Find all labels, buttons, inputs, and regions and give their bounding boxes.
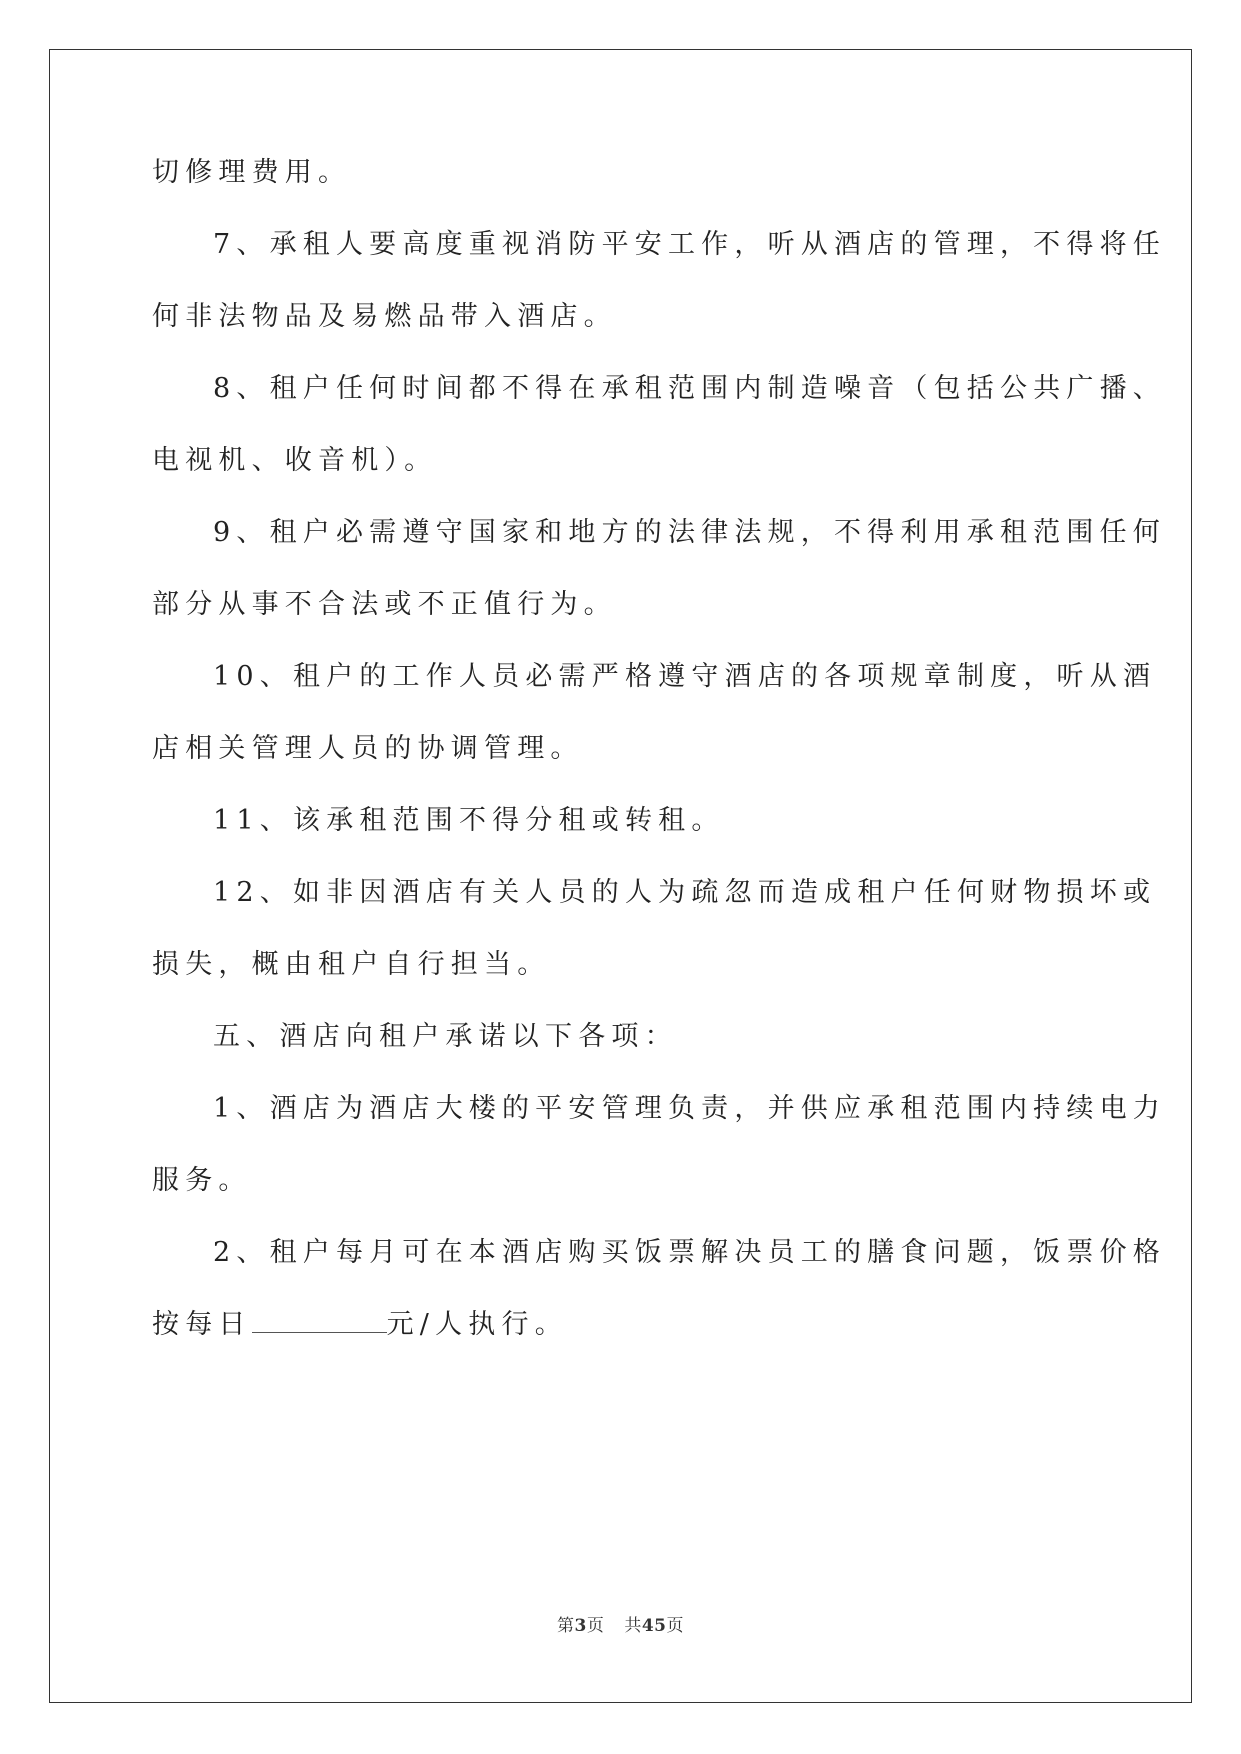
- footer-prefix: 第: [556, 1616, 575, 1636]
- total-pages: 45: [641, 1616, 667, 1636]
- fill-in-blank: [252, 1308, 387, 1333]
- footer-total-prefix: 共: [624, 1616, 642, 1636]
- text-line: 1、酒店为酒店大楼的平安管理负责，并供应承租范围内持续电力: [213, 1093, 1166, 1124]
- text-line: 12、如非因酒店有关人员的人为疏忽而造成租户任何财物损坏或: [213, 877, 1157, 908]
- text-line: 电视机、收音机）。: [152, 445, 438, 476]
- text-segment: 按每日: [152, 1309, 252, 1340]
- text-line: 损失，概由租户自行担当。: [152, 949, 551, 980]
- footer-page-suffix: 页: [586, 1616, 605, 1636]
- text-line: 11、该承租范围不得分租或转租。: [213, 805, 725, 836]
- text-line: 服务。: [152, 1165, 252, 1196]
- text-line: 部分从事不合法或不正值行为。: [152, 589, 617, 620]
- page-footer: [0, 1611, 1241, 1636]
- text-line: 2、租户每月可在本酒店购买饭票解决员工的膳食问题，饭票价格: [213, 1237, 1166, 1268]
- text-line: 8、租户任何时间都不得在承租范围内制造噪音（包括公共广播、: [213, 373, 1166, 404]
- footer-total-suffix: 页: [666, 1616, 684, 1636]
- text-line: 10、租户的工作人员必需严格遵守酒店的各项规章制度，听从酒: [213, 661, 1157, 692]
- text-line-with-blank: [152, 1307, 568, 1343]
- text-segment: 元/人执行。: [386, 1309, 568, 1340]
- text-line: 五、酒店向租户承诺以下各项：: [213, 1021, 678, 1052]
- text-line: 切修理费用。: [152, 157, 352, 188]
- page-number: 3: [574, 1616, 587, 1636]
- text-line: 9、租户必需遵守国家和地方的法律法规，不得利用承租范围任何: [213, 517, 1166, 548]
- text-line: 何非法物品及易燃品带入酒店。: [152, 301, 617, 332]
- text-line: 店相关管理人员的协调管理。: [152, 733, 584, 764]
- text-line: 7、承租人要高度重视消防平安工作，听从酒店的管理，不得将任: [213, 229, 1166, 260]
